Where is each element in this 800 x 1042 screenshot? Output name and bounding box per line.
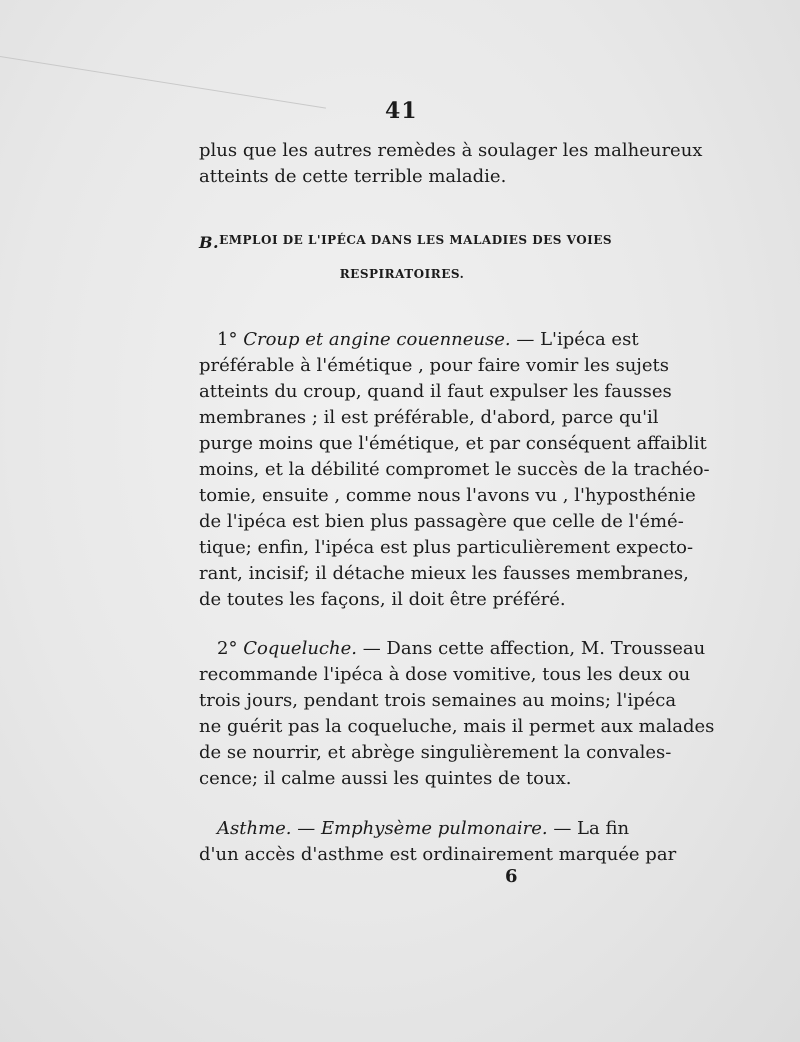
intro-line: atteints de cette terrible maladie. xyxy=(199,166,507,187)
paragraph-text: — La fin xyxy=(547,818,630,839)
section-letter: B. xyxy=(199,233,220,252)
paragraph-title: Asthme. — Emphysème pulmonaire. xyxy=(217,818,548,839)
paragraph-first-line xyxy=(199,327,639,353)
paragraph-line: d'un accès d'asthme est ordinairement marquée par xyxy=(199,844,677,865)
paper-crease xyxy=(0,56,326,109)
paragraph-text: — Dans cette affection, M. Trousseau xyxy=(356,638,706,659)
paragraph-title: Croup et angine couenneuse. xyxy=(243,329,511,350)
paragraph-line: membranes ; il est préférable, d'abord, parce qu'il xyxy=(199,407,659,428)
paragraph-line: rant, incisif; il détache mieux les fausses membranes, xyxy=(199,563,689,584)
page-number: 41 xyxy=(385,98,418,124)
intro-line: plus que les autres remèdes à soulager les malheureux xyxy=(199,140,703,161)
paragraph-line: ne guérit pas la coqueluche, mais il permet aux malades xyxy=(199,716,715,737)
paragraph-asthme xyxy=(199,816,677,868)
paragraph-line: trois jours, pendant trois semaines au moins; l'ipéca xyxy=(199,690,677,711)
paragraph-number: 2° xyxy=(217,638,238,659)
section-title-line1: EMPLOI DE L'IPÉCA DANS LES MALADIES DES VOIES xyxy=(219,233,613,247)
section-heading xyxy=(199,233,613,281)
paragraph-line: de se nourrir, et abrège singulièrement la convales- xyxy=(199,742,672,763)
paragraph-line: moins, et la débilité compromet le succès de la trachéo- xyxy=(199,459,710,480)
paragraph-line: atteints du croup, quand il faut expulser les fausses xyxy=(199,381,672,402)
section-title-line2: RESPIRATOIRES. xyxy=(339,267,465,281)
paragraph-line: tomie, ensuite , comme nous l'avons vu , l'hyposthénie xyxy=(199,485,696,506)
paragraph-line: tique; enfin, l'ipéca est plus particulièrement expecto- xyxy=(199,537,694,558)
paragraph-text: — L'ipéca est xyxy=(510,329,639,350)
paragraph-croup xyxy=(199,327,710,613)
paragraph-line: de toutes les façons, il doit être préféré. xyxy=(199,589,566,610)
paragraph-title: Coqueluche. xyxy=(243,638,357,659)
paragraph-line: préférable à l'émétique , pour faire vomir les sujets xyxy=(199,355,670,376)
paragraph-line: de l'ipéca est bien plus passagère que celle de l'émé- xyxy=(199,511,684,532)
intro-paragraph xyxy=(199,138,703,190)
signature-mark: 6 xyxy=(505,866,518,887)
paragraph-number: 1° xyxy=(217,329,238,350)
paragraph-line: recommande l'ipéca à dose vomitive, tous les deux ou xyxy=(199,664,691,685)
paragraph-first-line xyxy=(199,636,706,662)
paragraph-first-line xyxy=(199,816,630,842)
paragraph-line: purge moins que l'émétique, et par conséquent affaiblit xyxy=(199,433,707,454)
paragraph-coqueluche xyxy=(199,636,715,792)
paragraph-line: cence; il calme aussi les quintes de toux. xyxy=(199,768,572,789)
